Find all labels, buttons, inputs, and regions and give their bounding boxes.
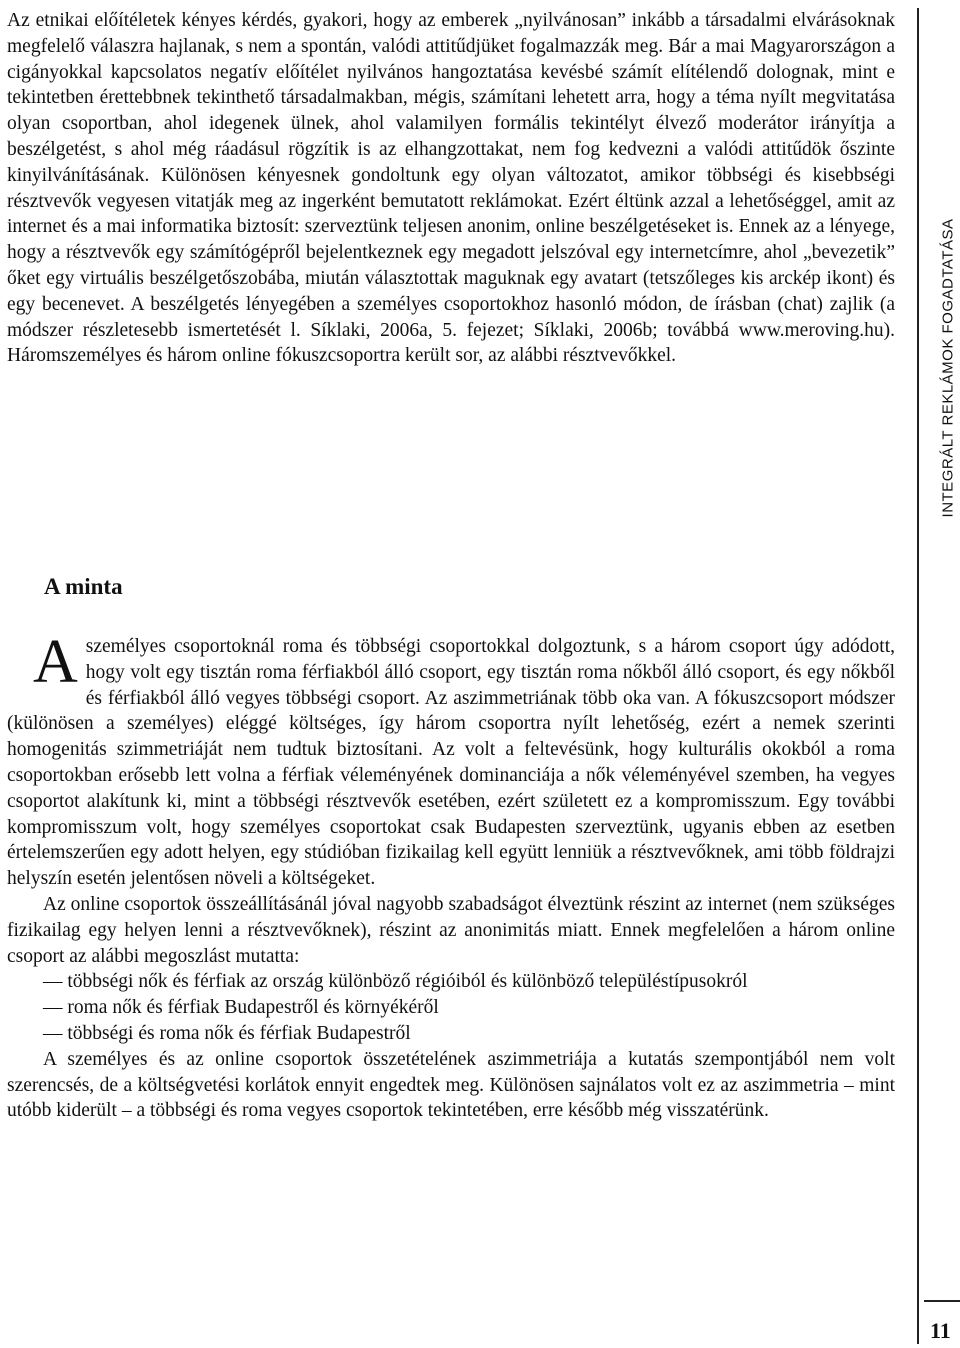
main-text-column bbox=[7, 8, 895, 369]
section-paragraph-1-text: személyes csoportoknál roma és többségi csoportokkal dolgoztunk, s a három csoport úgy adódott, hogy volt egy tisztán roma férfiakból álló csoport, egy tisztán roma nőkből álló csoport, és egy nőkből és férfiakból álló vegyes többségi csoport. Az aszimmetriának több oka van. A fókuszcsoport módszer (különösen a személyes) eléggé költséges, így három csoportra nyílt lehetőség, ezért a nemek szerinti homogenitás szimmetriáját nem tudtuk biztosítani. Az volt a feltevésünk, hogy kulturális okokból a roma csoportokban erősebb lett volna a férfiak véleményének dominanciája a nők véleményével szemben, ha vegyes csoportot alakítunk ki, mint a többségi résztvevők esetében, ezért született ez a kompromisszum. Egy további kompromisszum volt, hogy személyes csoportokat csak Budapesten szerveztünk, ugyanis ebben az esetben értelemszerűen egy adott helyen, egy stúdióban fizikailag kell együtt lenniük a résztvevőknek, ami több földrajzi helyszín esetén jelentősen növeli a költségeket. bbox=[7, 636, 895, 890]
list-item: — többségi és roma nők és férfiak Budapestről bbox=[43, 1022, 411, 1044]
running-head bbox=[940, 8, 956, 728]
folio-rule bbox=[924, 1300, 960, 1302]
running-head-text: INTEGRÁLT REKLÁMOK FOGADTATÁSA bbox=[939, 218, 957, 518]
closing-paragraph: A személyes és az online csoportok összetételének aszimmetriája a kutatás szempontjából nem volt szerencsés, de a költségvetési korlátok ennyit engedtek meg. Különösen sajnálatos volt ez az aszimmetria – mint utóbb kiderült – a többségi és roma vegyes csoportok tekintetében, erre később még visszatérünk. bbox=[7, 1048, 895, 1122]
section-heading: A minta bbox=[44, 574, 123, 599]
list-item: — roma nők és férfiak Budapestről és környékéről bbox=[43, 997, 439, 1019]
margin-rule bbox=[917, 8, 919, 1344]
drop-cap: A bbox=[33, 628, 78, 696]
section-body bbox=[7, 628, 895, 1124]
section-paragraph-1 bbox=[7, 628, 895, 892]
page-number: 11 bbox=[930, 1318, 951, 1343]
list-item: — többségi nők és férfiak az ország különböző régióiból és különböző településtípusokról bbox=[43, 971, 748, 993]
section-paragraph-2: Az online csoportok összeállításánál jóval nagyobb szabadságot élveztünk részint az internet (nem szükséges fizikailag egy helyen lenni a résztvevőknek), részint az anonimitás miatt. Ennek megfelelően a három online csoport az alábbi megoszlást mutatta: bbox=[7, 893, 895, 967]
intro-paragraph: Az etnikai előítéletek kényes kérdés, gyakori, hogy az emberek „nyilvánosan” inkább a társadalmi elvárásoknak megfelelő válaszra hajlanak, s nem a spontán, valódi attitűdjüket fogalmazzák meg. Bár a mai Magyarországon a cigányokkal kapcsolatos negatív előítélet nyilvános hangoztatása kevésbé számít elítélendő dolognak, mint e tekintetben érettebbnek tekinthető társadalmakban, mégis, számítani lehetett arra, hogy a téma nyílt megvitatása olyan csoportban, ahol idegenek ülnek, ahol valamilyen formális tekintélyt élvező moderátor irányítja a beszélgetést, s ahol még ráadásul rögzítik is az elhangzottakat, nem fog kedvezni a valódi attitűdök őszinte kinyilvánításának. Különösen kényesnek gondoltunk egy olyan változatot, amikor többségi és kisebbségi résztvevők vegyesen vitatják meg az ingerként bemutatott reklámokat. Ezért éltünk azzal a lehetőséggel, amit az internet és a mai informatika biztosít: szerveztünk teljesen anonim, online beszélgetéseket is. Ennek az a lényege, hogy a résztvevők egy számítógépről bejelentkeznek egy megadott jelszóval egy internetcímre, ahol „bevezetik” őket egy virtuális beszélgetőszobába, miután választottak maguknak egy avatart (tetszőleges kis arckép ikont) és egy becenevet. A beszélgetés lényegében a személyes csoportokhoz hasonló módon, de írásban (chat) zajlik (a módszer részletesebb ismertetését l. Síklaki, 2006a, 5. fejezet; Síklaki, 2006b; továbbá www.meroving.hu). Háromszemélyes és három online fókuszcsoportra került sor, az alábbi résztvevőkkel. bbox=[7, 10, 895, 367]
